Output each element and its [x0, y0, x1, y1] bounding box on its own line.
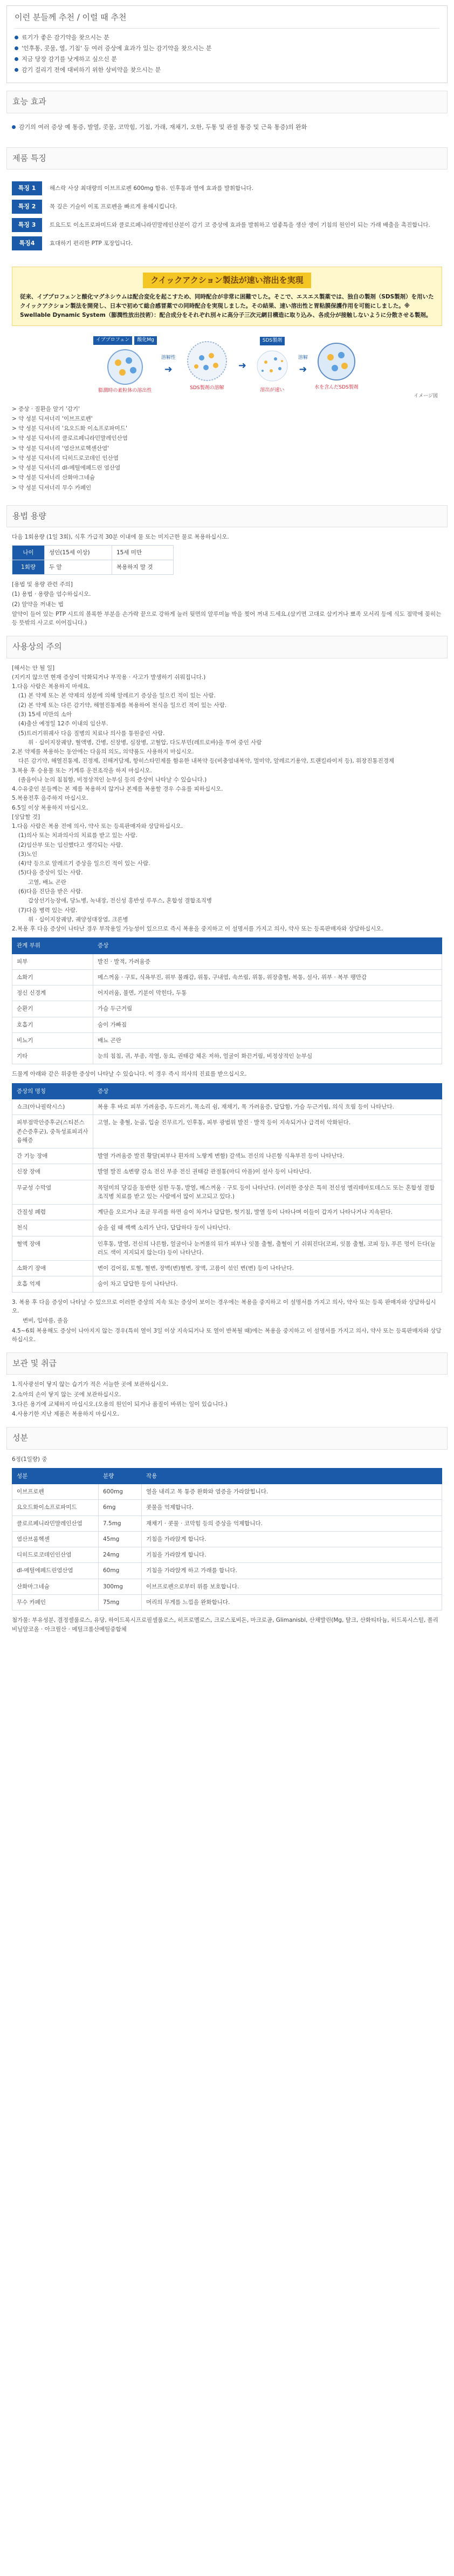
arrow-right-icon: ➜ — [238, 359, 246, 371]
storage-line: 3.다른 용기에 교체하지 마십시오.(오용의 원인이 되거나 품질이 바뀌는 일이 있습니다.) — [12, 1401, 228, 1408]
caution-line: (6)다음 진단을 받은 사람. — [18, 888, 83, 895]
table-row — [12, 1180, 442, 1205]
table-row — [12, 954, 442, 969]
table-cell: 목덜미의 당김을 동반한 심한 두통, 발열, 메스꺼움 · 구토 등이 나타난다. (이러한 증상은 특히 전신성 엘리테마토데스도 또는 혼합성 결합조직병 치료를 받고 있는 사람에서 많이 보고되고 있다.) — [93, 1180, 442, 1205]
list-item: 감기 걸리기 전에 대비하기 위한 상비약을 찾으시는 분 — [15, 65, 439, 74]
feature-row — [12, 218, 442, 232]
link-item[interactable]: > 증상 · 질환을 알기 '감기' — [12, 405, 80, 412]
caution-lines — [6, 664, 448, 934]
table-row — [12, 1164, 442, 1180]
table-cell: 이브프로펜으로부터 위를 보호합니다. — [142, 1579, 442, 1594]
caution-line: (졸음이나 눈의 침침함, 비정상적인 눈부심 등의 증상이 나타날 수 있습니다.) — [18, 776, 207, 783]
table-cell: 이브프로펜 — [12, 1484, 99, 1500]
table-row — [12, 1261, 442, 1276]
table-row: 나이 성인(15세 이상) 15세 미만 — [12, 545, 174, 560]
table-header-row: 성분 분량 작용 — [12, 1468, 442, 1484]
table-cell: 클로르페니라민말레인산염 — [12, 1515, 99, 1531]
feature-text: 트요드토 이소프로파미드와 클로르페니라민말레인산분이 감기 코 증상에 효과를 발휘하고 염좋특을 생산 생이 기침의 원인이 되는 가래 배출을 촉진합니다. — [50, 221, 430, 228]
caution-after: 4.5~6회 복용해도 증상이 나아지지 않는 경우(특히 열이 3일 이상 지속되거나 또 열이 반복될 때)에는 복용을 중지하고 이 설명서를 가지고 의사, 약사 또는 등록판매자와 상담하십시오. — [12, 1327, 442, 1343]
caution-line: 3.복용 후 승용물 또는 기계류 운전조작을 하지 마십시오. — [12, 767, 152, 774]
table-cell: 피부점막안증후군(스티븐스존슨증후군), 중독성표피괴사융해증 — [12, 1115, 93, 1148]
table-cell: 기침을 가라앉게 합니다. — [142, 1531, 442, 1547]
table-cell: 인후통, 발열, 전신의 나른함, 얼굴이나 눈꺼풀의 뒤가 피부나 잇몸 출혈, 출혈이 기 쉬워진다(코피, 잇몸 출혈, 코피 등), 푸른 멍이 든다(눌러도 색이 지지되지 않는다) 등이 나타난다. — [93, 1236, 442, 1261]
caution-line: 1.다음 사람은 복용 전에 의사, 약사 또는 등록판매자와 상담하십시오. — [12, 823, 183, 830]
table-cell: 간질성 폐렴 — [12, 1205, 93, 1220]
table-row — [12, 1032, 442, 1048]
table-cell: 혈액 장애 — [12, 1236, 93, 1261]
caution-line: (5)트러기위궤사 다음 질병의 치료나 의사를 통원중인 사람. — [18, 730, 165, 737]
sds-diagram — [12, 334, 442, 398]
table-cell: 메스꺼움 · 구토, 식욕부진, 위부 불쾌감, 위통, 구내염, 속쓰림, 위통, 위장출혈, 복통, 설사, 위부 · 복부 팽만감 — [93, 969, 442, 985]
table-cell: 무수 카페인 — [12, 1595, 99, 1610]
table-cell: 열을 내리고 목 통증 완화와 염증을 가라앉힙니다. — [142, 1484, 442, 1500]
dosage-intro: 다음 1회용량 (1일 3회), 식후 가급적 30분 이내에 물 또는 미지근한 물로 복용하십시오. — [12, 534, 229, 541]
quick-action-box — [12, 267, 442, 326]
table-row — [12, 1220, 442, 1236]
table-row — [12, 1099, 442, 1115]
dissolve-icon — [251, 347, 294, 385]
table-row — [12, 1115, 442, 1148]
ingredient-links — [6, 400, 448, 497]
table-cell: 재채기 · 콧물 · 코막힘 등의 증상을 억제합니다. — [142, 1515, 442, 1531]
caution-line: (5)다음 증상이 있는 사람. — [18, 869, 83, 876]
table-cell: 천식 — [12, 1220, 93, 1236]
side-effect-table — [12, 937, 442, 1064]
bullet-icon — [15, 36, 18, 39]
table-row — [12, 969, 442, 985]
feature-text: 효대하기 편리한 PTP 포장입니다. — [50, 240, 133, 247]
sds-granule-icon — [312, 340, 361, 382]
diagram-step — [180, 339, 234, 392]
table-cell: 60mg — [99, 1563, 142, 1579]
table-cell: 정신 신경계 — [12, 985, 93, 1001]
caution-line: [상담할 것] — [12, 813, 40, 820]
table-cell: 요오드화이소프로파미드 — [12, 1500, 99, 1515]
table-row — [12, 1595, 442, 1610]
feature-label: 특징 3 — [12, 218, 42, 232]
table-row — [12, 985, 442, 1001]
table-row — [12, 1531, 442, 1547]
caution-line: 6.5일 이상 복용하지 마십시오. — [12, 804, 88, 811]
table-cell: 600mg — [99, 1484, 142, 1500]
caution-line: (3)노인 — [18, 851, 38, 858]
caution-line: 2.복용 후 다음 증상이 나타난 경우 부작용일 가능성이 있으므로 즉시 복용을 중지하고 이 설명서를 가지고 의사, 약사 또는 등록판매자와 상담하십시오. — [12, 926, 383, 933]
dosage-note: (2) 알약을 꺼내는 법 — [12, 601, 64, 608]
diagram-label: SDS製剤 — [260, 337, 285, 345]
diagram-label: イブプロフェン — [93, 336, 132, 345]
table-cell: 변이 검어짐, 토혈, 혈변, 장벽(변)혈변, 장액, 고름이 섞인 변(변) 등이 나타난다. — [93, 1261, 442, 1276]
ingredients-subtitle: 6정(1일량) 중 — [12, 1456, 47, 1463]
table-row — [12, 1205, 442, 1220]
table-cell: 6mg — [99, 1500, 142, 1515]
diagram-step — [93, 336, 157, 395]
caution-line: (2)임산부 또는 임신했다고 생각되는 사람. — [18, 841, 123, 848]
feature-row — [12, 236, 442, 250]
table-row — [12, 1049, 442, 1064]
caution-after: 3. 복용 후 다음 증상이 나타날 수 있으므로 이러한 증상의 지속 또는 증상이 보이는 경우에는 복용을 중지하고 이 설명서를 가지고 의사, 약사 또는 등록 판매자와 상담하십시오. — [12, 1299, 436, 1314]
table-cell: 가슴 두근거림 — [93, 1001, 442, 1017]
caution-line: 갑상선기능장애, 당뇨병, 녹내장, 전신성 홍반성 루푸스, 혼합성 결합조직병 — [28, 898, 212, 905]
caution-line: 위 · 십이지장궤양, 혈액병, 간병, 신장병, 심장병, 고혈압, 다도부민(레트로바)을 투여 중인 사람 — [28, 739, 262, 746]
table-cell: 45mg — [99, 1531, 142, 1547]
table-cell: 눈의 침침, 귀, 부종, 작열, 동요, 권태감 체온 저하, 얼굴이 화끈거림, 비정상적인 눈부심 — [93, 1049, 442, 1064]
table-row — [12, 1563, 442, 1579]
table-row — [12, 1276, 442, 1292]
diagram-label: 酸化Mg — [134, 336, 156, 345]
feature-row — [12, 200, 442, 214]
caution-line: (1) 본 약제 또는 본 약제의 성분에 의해 알레르기 증상을 일으킨 적이 있는 사람. — [18, 692, 216, 699]
list-item: 지금 당장 감기를 낫게하고 싶으신 분 — [15, 55, 439, 64]
serious-symptom-table — [12, 1083, 442, 1293]
table-header-row: 증상의 명칭 증상 — [12, 1083, 442, 1099]
dosage-note: 알약이 들어 있는 PTP 시트의 볼록한 부분을 손가락 끝으로 강하게 눌러 뒷면의 알루미늄 박을 찢어 꺼내 드세요.(삼키면 고대로 삼키거나 뾰족 모서리 등에 식도 점막에 꽂히는 등 뜻밖의 사고로 이어집니다.) — [12, 610, 442, 627]
table-cell: 콧물을 억제합니다. — [142, 1500, 442, 1515]
bullet-icon — [15, 57, 18, 61]
dosage-title: 용법 용량 — [6, 505, 448, 527]
table-cell: 계단을 오르거나 조금 무리를 하면 숨이 차거나 답답한, 헛기침, 발열 등이 나타나며 이들이 갑자기 나타나거나 지속된다. — [93, 1205, 442, 1220]
arrow-label: 溶解性 — [161, 355, 176, 361]
table-cell: 고열, 눈 충혈, 눈곱, 입술 진무르기, 인후통, 피부 광범위 발진 · 발적 등이 지속되거나 급격히 악화된다. — [93, 1115, 442, 1148]
caution-line: 4.수유중인 분들께는 본 제를 복용하지 않거나 본제를 복용할 경우 수유를 피하십시오. — [12, 786, 223, 793]
caution-line: (지키지 않으면 현재 증상이 악화되거나 부작용 · 사고가 발생하기 쉬워집니다.) — [12, 674, 206, 681]
table-cell: 소화기 — [12, 969, 93, 985]
additives-text: 첨가물: 부유성분, 결정셀룰로스, 유당, 하이드록시프로필셀룰로스, 히프로멜로스, 크로스포비돈, 마크로골, Glimanisbl, 산채발린(Mg, 탈크, 산화티타늄, 히드록시스털, 폴리비닐알코올 · 아크릴산 · 메틸크롤산메틸중합체 — [12, 1617, 438, 1633]
table-cell: 염산브롬헥센 — [12, 1531, 99, 1547]
link-item[interactable]: > 약 성분 딕셔너리 '염산브로혝센산염' — [12, 445, 109, 452]
table-cell: 피부 — [12, 954, 93, 969]
table-row — [12, 1148, 442, 1164]
dosage-note: [용법 및 용량 관련 주의] — [12, 581, 73, 588]
table-row — [12, 1547, 442, 1563]
table-cell: 기침을 가라앉게 하고 가래를 합니다. — [142, 1563, 442, 1579]
ingredients-title: 성분 — [6, 1427, 448, 1449]
link-item[interactable]: > 약 성분 딕셔너리 '요오드화 이소프로파미드' — [12, 425, 127, 432]
caution-line: 2.본 약제를 복용하는 동안에는 다음의 의도, 의약품도 사용하지 마십시오. — [12, 749, 194, 756]
recommend-section — [6, 5, 448, 83]
table-row — [12, 1484, 442, 1500]
table-cell: 어지러움, 불면, 기분이 막힌다, 두통 — [93, 985, 442, 1001]
caution-line: 위 · 십이지장궤양, 궤양성대장염, 크론병 — [28, 916, 128, 923]
dosage-table — [12, 545, 174, 575]
table-cell: 쇼크(아나필락시스) — [12, 1099, 93, 1115]
table-cell: 복용 후 바로 피부 가려움증, 두드러기, 목소리 쉼, 재채기, 목 가려움증, 답답함, 가슴 두근거림, 의식 흐림 등이 나타난다. — [93, 1099, 442, 1115]
bullet-icon — [12, 125, 16, 129]
features-title: 제품 특징 — [6, 147, 448, 169]
table-cell: 소화기 장애 — [12, 1261, 93, 1276]
link-item[interactable]: > 약 성분 딕셔너리 디히드로코데인 인산염 — [12, 454, 119, 461]
table-cell: 산화마그네슘 — [12, 1579, 99, 1594]
table-cell: 24mg — [99, 1547, 142, 1563]
caution-line: [해서는 안 될 일] — [12, 664, 55, 671]
dosage-note: (1) 용법 · 용량을 엄수하십시오. — [12, 591, 91, 598]
feature-row — [12, 181, 442, 195]
bullet-icon — [15, 46, 18, 50]
table-row — [12, 1579, 442, 1594]
feature-label: 특징 2 — [12, 200, 42, 214]
recommend-title: 이런 분들께 추천 / 이럴 때 추천 — [15, 11, 439, 29]
feature-text: 목 깊은 기슬이 이포 프로펜을 빠르게 용해시킵니다. — [50, 203, 177, 210]
diagram-caption: SDS製剤の溶解 — [190, 385, 224, 391]
link-item[interactable]: > 약 성분 딕셔너리 '이브프로펜' — [12, 415, 93, 422]
table-cell: 무균성 수막염 — [12, 1180, 93, 1205]
table-cell: 머리의 무게를 느낌을 완화합니다. — [142, 1595, 442, 1610]
table-cell: 발진 · 발적, 가려움증 — [93, 954, 442, 969]
table-cell: 발열 가려움증 발진 황달(피부나 흰자의 노랗게 변함) 갈색뇨 전신의 나른함 식욕부진 등이 나타난다. — [93, 1148, 442, 1164]
table-cell: 기침을 가라앉게 합니다. — [142, 1547, 442, 1563]
table-cell: 기타 — [12, 1049, 93, 1064]
swelling-icon — [180, 339, 234, 383]
efficacy-section — [6, 91, 448, 138]
serious-note: 드물게 아래와 같은 위중한 증상이 나타날 수 있습니다. 이 경우 즉시 의사의 진료를 받으십시오. — [12, 1071, 247, 1078]
table-row — [12, 1236, 442, 1261]
link-item[interactable]: > 약 성분 딕셔너리 무수 카페인 — [12, 484, 92, 491]
link-item[interactable]: > 약 성분 딕셔너리 클로르페니라민말레인산염 — [12, 435, 128, 442]
caution-line: (1)의사 또는 치과의사의 치료를 받고 있는 사람. — [18, 832, 137, 839]
caution-line: 1.다음 사람은 복용하지 마세요. — [12, 683, 91, 690]
table-row: 1회량 두 알 복용하지 말 것 — [12, 560, 174, 574]
storage-section — [6, 1352, 448, 1418]
caution-title: 사용상의 주의 — [6, 636, 448, 658]
feature-label: 특징4 — [12, 236, 42, 250]
table-cell: 숨을 쉴 때 쌕쌕 소리가 난다, 답답하다 등이 나타난다. — [93, 1220, 442, 1236]
recommend-list — [15, 33, 439, 74]
arrow-right-icon: ➜ — [299, 363, 307, 375]
table-cell: 7.5mg — [99, 1515, 142, 1531]
caution-section — [6, 636, 448, 1344]
list-item: '인후통, 콧물, 열, 기침' 등 여러 증상에 효과가 있는 감기약을 찾으시는 분 — [15, 44, 439, 53]
diagram-step — [251, 337, 294, 395]
bullet-icon — [15, 68, 18, 72]
table-cell: 호흡 억제 — [12, 1276, 93, 1292]
table-row — [12, 1515, 442, 1531]
table-cell: 순환기 — [12, 1001, 93, 1017]
table-cell: 디히드로코데인인산염 — [12, 1547, 99, 1563]
caution-line: (7)다음 병력 있는 사람. — [18, 907, 78, 914]
table-cell: 간 기능 장애 — [12, 1148, 93, 1164]
ingredients-section — [6, 1427, 448, 1633]
caution-after: 변비, 입마름, 졸음 — [23, 1317, 68, 1324]
caution-line: (4)약 등으로 알레르기 증상을 일으킨 적이 있는 사람. — [18, 860, 150, 867]
table-cell: 비뇨기 — [12, 1032, 93, 1048]
dosage-section — [6, 505, 448, 627]
table-row — [12, 1001, 442, 1017]
diagram-caption: 溶出が速い — [260, 388, 285, 393]
storage-line: 2.소아의 손이 닿지 않는 곳에 보관하십시오. — [12, 1391, 121, 1398]
arrow-label: 溶解 — [298, 355, 308, 361]
link-item[interactable]: > 약 성분 딕셔너리 dl-메틸에페드린 염산염 — [12, 465, 121, 472]
quick-action-text: 従来、イブプロフェンと酸化マグネシウムは配合変化を起こすため、同時配合が非常に困難でした。そこで、エスエス製薬では、独自の製剤（SDS製剤）を用いたクイックアクション製法を開発し、日本で初めて総合感冒薬での同時配合を実現しました。その結果、速い溶出性と胃粘膜保護作用を可能にしました。※ Swellable Dynamic System（膨潤性放出技術）：配合成分をそれぞれ別々に高分子三次元網目構造に取り込み、各成分が接触しないように分散させる製剤。 — [20, 294, 434, 318]
table-cell: dl-메틸에페드린염산염 — [12, 1563, 99, 1579]
table-cell: 배뇨 곤란 — [93, 1032, 442, 1048]
table-cell: 75mg — [99, 1595, 142, 1610]
diagram-caption: 水を含んだSDS製剤 — [314, 384, 359, 390]
link-item[interactable]: > 약 성분 딕셔너리 산화마그네슘 — [12, 474, 95, 481]
storage-line: 4.사용기한 지난 제품은 복용하지 마십시오. — [12, 1411, 120, 1418]
table-cell: 호흡기 — [12, 1017, 93, 1032]
caution-line: (2) 본 약제 또는 다른 감기약, 해열진통제를 복용하여 천식을 일으킨 적이 있는 사람. — [18, 702, 227, 709]
table-cell: 숨이 가빠짐 — [93, 1017, 442, 1032]
caution-line: 다른 감기약, 해열진통제, 진정제, 진해거담제, 항히스타민제를 함유한 내복약 등(비충염내복약, 멀미약, 알레르기용약, 트랜킬라이저 등), 위장진통진경제 — [18, 758, 395, 765]
arrow-right-icon: ➜ — [164, 363, 173, 375]
ingredient-table — [12, 1468, 442, 1610]
features-section — [6, 147, 448, 497]
table-row — [12, 1500, 442, 1515]
diagram-caption: 膨潤時の素粒体の溶出性 — [98, 388, 152, 394]
efficacy-list — [6, 119, 448, 139]
caution-line: (3) 15세 미만의 소아 — [18, 711, 72, 718]
caution-line: 5.복용전후 음주하지 마십시오. — [12, 795, 88, 802]
granule-icon — [101, 346, 149, 385]
caution-line: (4)출산 예정일 12주 이내의 임산부. — [18, 721, 108, 728]
features-rows — [6, 175, 448, 260]
caution-line: 고열, 배뇨 곤란 — [28, 879, 66, 886]
diagram-step — [312, 340, 361, 392]
table-cell: 300mg — [99, 1579, 142, 1594]
table-cell: 숨이 차고 답답한 등이 나타난다. — [93, 1276, 442, 1292]
feature-text: 해스락 사상 최대량의 이브프로펜 600mg 함유. 인후통과 열에 효과를 발휘합니다. — [50, 185, 253, 192]
table-row — [12, 1017, 442, 1032]
diagram-note: イメージ図 — [414, 393, 438, 399]
table-cell: 신장 장애 — [12, 1164, 93, 1180]
quick-action-title: クイックアクション製法が速い溶出を実現 — [143, 273, 311, 288]
table-header-row: 관계 부위 증상 — [12, 938, 442, 954]
table-cell: 발열 발진 소변량 감소 전신 부종 전신 권태감 관절통(마디 아픔)이 설사 등이 나타난다. — [93, 1164, 442, 1180]
feature-label: 특징 1 — [12, 181, 42, 195]
list-item: 감기의 여러 증상 예 통증, 발열, 콧물, 코막힘, 기침, 가래, 재채기, 오한, 두통 및 관절 통증 및 근육 통증)의 완화 — [12, 123, 442, 132]
storage-line: 1.직사광선이 닿지 않는 습기가 적은 서늘한 곳에 보관하십시오. — [12, 1381, 169, 1388]
list-item: 료기가 좋은 감기약을 찾으시는 분 — [15, 33, 439, 42]
storage-title: 보관 및 취급 — [6, 1352, 448, 1375]
efficacy-title: 효능 효과 — [6, 91, 448, 113]
